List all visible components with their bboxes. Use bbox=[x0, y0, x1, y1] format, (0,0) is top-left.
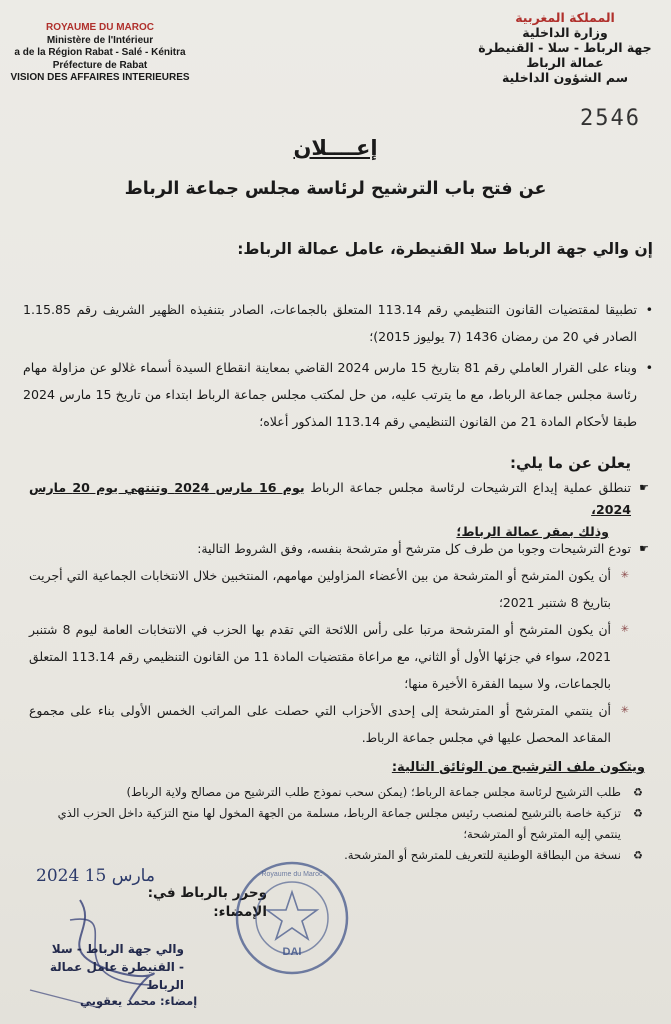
fr-kingdom: ROYAUME DU MAROC bbox=[46, 22, 154, 33]
condition-3: ✳ أن ينتمي المترشح أو المترشحة إلى إحدى الأحزاب التي حصلت على المراتب الخمس الأولى بناء على مجموع المقاعد المحصل عليها في مجلس جماعة الرباط. bbox=[29, 697, 631, 751]
documents-header: ويتكون ملف الترشيح من الوثائق التالية: bbox=[391, 760, 645, 775]
ar-kingdom: المملكة المغربية bbox=[515, 10, 615, 25]
announcement-place: وذلك بمقر عمالة الرباط؛ bbox=[456, 524, 609, 539]
ar-region: جهة الرباط - سلا - القنيطرة bbox=[478, 40, 652, 55]
announcement-lead: تنطلق عملية إيداع الترشيحات لرئاسة مجلس جماعة الرباط bbox=[304, 480, 631, 495]
announcement-dates: يوم 16 مارس 2024 وتنتهي يوم 20 مارس 2024، bbox=[29, 480, 631, 517]
announcement-item bbox=[29, 477, 649, 521]
ar-ministry: وزارة الداخلية bbox=[522, 25, 608, 40]
consideration-1: • تطبيقا لمقتضيات القانون التنظيمي رقم 113.14 المتعلق بالجماعات، الصادر بتنفيذه الظهير الشريف رقم 1.15.85 الصادر في 20 من رمضان 1436 (7 يوليوز 2015)؛ bbox=[23, 296, 653, 350]
french-header bbox=[0, 22, 200, 85]
signing-place: وحرر بالرباط في: bbox=[147, 885, 267, 901]
reference-number: 2546 bbox=[580, 106, 641, 131]
conditions-section bbox=[29, 535, 649, 751]
condition-1: ✳ أن يكون المترشح أو المترشحة من بين الأعضاء المزاولين مهامهم، المنتخبين خلال الانتخابات الجماعية التي أجريت بتاريخ 8 شتنبر 2021؛ bbox=[29, 562, 631, 616]
document-item-3: ♻ نسخة من البطاقة الوطنية للتعريف للمترشح أو المترشحة. bbox=[33, 845, 643, 866]
intro-line: إن والي جهة الرباط سلا القنيطرة، عامل عمالة الرباط: bbox=[237, 240, 653, 258]
announcement bbox=[29, 477, 649, 543]
stamp-center-text: DAI bbox=[282, 946, 302, 958]
considerations bbox=[23, 296, 653, 435]
signature-label: الإمضاء: bbox=[213, 904, 267, 920]
page-subtitle: عن فتح باب الترشيح لرئاسة مجلس جماعة الرباط bbox=[124, 179, 547, 199]
fr-division: VISION DES AFFAIRES INTERIEURES bbox=[10, 72, 190, 83]
document-item-2: ♻ تزكية خاصة بالترشيح لمنصب رئيس مجلس جماعة الرباط، مسلمة من الجهة المخول لها منح التزكية داخل الحزب الذي ينتمي إليه المترشح أو المترشحة؛ bbox=[33, 803, 643, 845]
stamp-ring-text: Royaume du Maroc bbox=[261, 871, 323, 878]
consideration-2: • وبناء على القرار العاملي رقم 81 بتاريخ 15 مارس 2024 القاضي بمعاينة انقطاع السيدة أسماء غلالو عن مزاولة مهام رئاسة مجلس جماعة الرباط، مع ما يترتب عليه، من حل لمكتب مجلس جماعة الرباط ابتداء من تاريخ 15 مارس 2024 طبقا لأحكام المادة 21 من القانون التنظيمي رقم 113.14 المذكور أعلاه؛ bbox=[23, 354, 653, 435]
conditions-intro: ☛ تودع الترشيحات وجوبا من طرف كل مترشح أو مترشحة بنفسه، وفق الشروط التالية: bbox=[29, 535, 649, 562]
condition-2: ✳ أن يكون المترشح أو المترشحة مرتبا على رأس اللائحة التي تقدم بها الحزب في الانتخابات العامة ليوم 8 شتنبر 2021، سواء في جزئها الأول أو الثاني، مع مراعاة مقتضيات المادة 11 من القانون التنظيمي رقم 113.14 المتعلق بالجماعات، ولا سيما الفقرة الأخيرة منها؛ bbox=[29, 616, 631, 697]
ar-division: سم الشؤون الداخلية bbox=[501, 70, 629, 85]
documents-list bbox=[33, 782, 643, 866]
document-item-1: ♻ طلب الترشيح لرئاسة مجلس جماعة الرباط؛ (يمكن سحب نموذج طلب الترشيح من مصالح ولاية الرباط) bbox=[33, 782, 643, 803]
handwritten-date: 2024 15 مارس bbox=[36, 866, 155, 886]
fr-prefecture: Préfecture de Rabat bbox=[52, 59, 148, 71]
arabic-header bbox=[465, 10, 665, 85]
signer-title: والي جهة الرباط - سلا - القنيطرة عامل عمالة الرباط bbox=[49, 942, 184, 992]
signer-name: إمضاء: محمد يعقوبي bbox=[80, 994, 198, 1008]
declares-heading: يعلن عن ما يلي: bbox=[510, 454, 631, 472]
ar-prefecture: عمالة الرباط bbox=[526, 55, 604, 70]
fr-ministry: Ministère de l'Intérieur bbox=[46, 34, 154, 46]
fr-region: a de la Région Rabat - Salé - Kénitra bbox=[14, 47, 186, 58]
official-stamp bbox=[232, 858, 352, 978]
page-title: إعــــلان bbox=[293, 136, 378, 160]
